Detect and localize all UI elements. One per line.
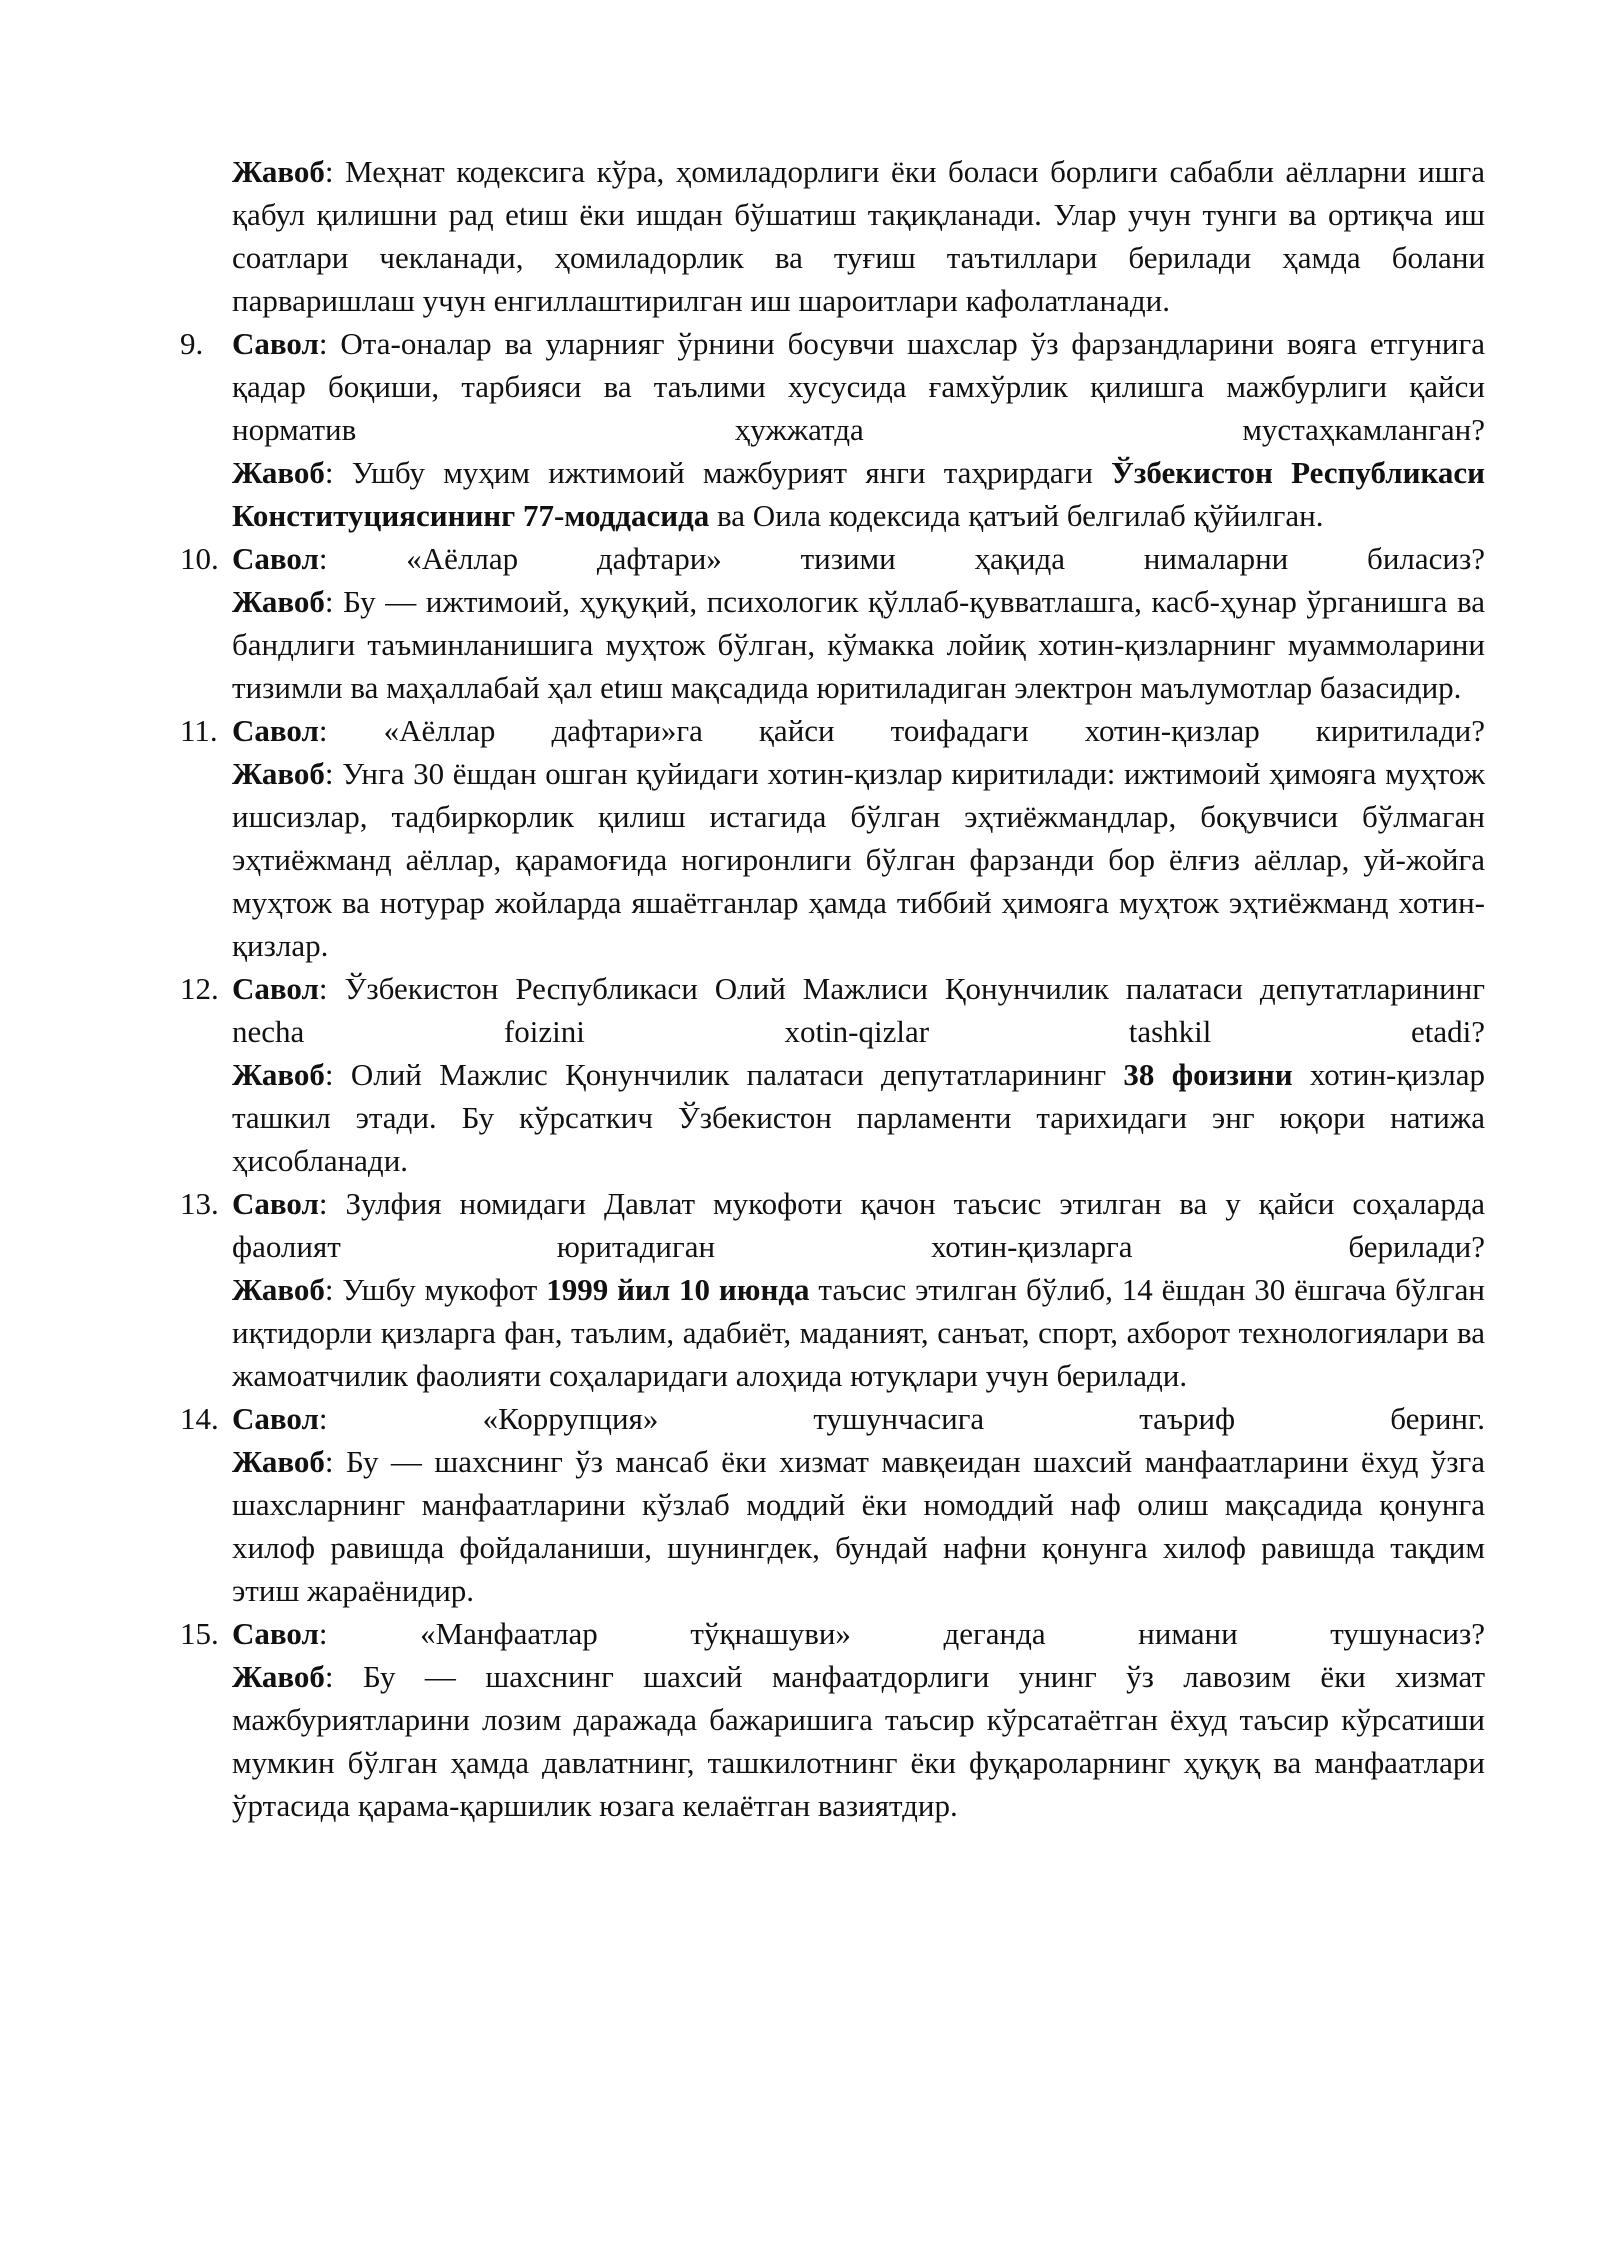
item-number: 11. [180,713,218,748]
qa-item-10 [180,537,1485,709]
question-label: Савол [232,1186,319,1221]
answer-body: : Бу — шахснинг ўз мансаб ёки хизмат мавқеидан шахсий манфаатларини ёхуд ўзга шахсларнинг манфаатларини кўзлаб моддий ёки номоддий наф олиш мақсадида қонунга хилоф равишда фойдаланиши, шунингдек, бундай нафни қонунга хилоф равишда тақдим этиш жараёнидир. [232,1444,1485,1608]
question-body: : Ота-оналар ва уларнияг ўрнини босувчи шахслар ўз фарзандларини вояга етгунига қадар боқиши, тарбияси ва таълими хусусида ғамхўрлик қилишга мажбурлиги қайси норматив ҳужжатда мустаҳкамланган? [232,326,1485,447]
answer-text [232,1268,1485,1397]
question-text [232,967,1485,1053]
item-number: 14. [180,1401,219,1436]
answer-body-end: хотин-қизлар ташкил этади. Бу кўрсаткич Ўзбекистон парламенти тарихидаги энг юқори натижа ҳисобланади. [232,1057,1485,1178]
answer-text [232,1053,1485,1182]
intro-answer [232,150,1485,322]
question-text [232,537,1485,580]
document-content [180,150,1485,1827]
answer-label: Жавоб [232,154,325,189]
answer-body-end: ва Оила кодексида қатъий белгилаб қўйилган. [709,498,1324,533]
answer-label: Жавоб [232,1659,325,1694]
answer-emphasis: 38 фоизини [1123,1057,1293,1092]
answer-emphasis: Ўзбекистон Республикаси Конституциясининг 77-моддасида [232,455,1485,533]
question-label: Савол [232,1616,319,1651]
answer-body-start: : Ушбу муҳим ижтимоий мажбурият янги таҳрирдаги [324,455,1112,490]
answer-label: Жавоб [232,455,325,490]
item-number: 15. [180,1616,219,1651]
question-text [232,1182,1485,1268]
answer-body-end: таъсис этилган бўлиб, 14 ёшдан 30 ёшгача бўлган иқтидорли қизларга фан, таълим, адабиёт, маданият, санъат, спорт, ахборот технологиялари ва жамоатчилик фаолияти соҳаларидаги алоҳида ютуқлари учун берилади. [232,1272,1485,1393]
qa-item-11 [180,709,1485,967]
answer-label: Жавоб [232,1272,325,1307]
qa-item-9 [180,322,1485,537]
answer-emphasis: 1999 йил 10 июнда [546,1272,810,1307]
question-body: : «Манфаатлар тўқнашуви» деганда нимани тушунасиз? [318,1616,1485,1651]
qa-item-12 [180,967,1485,1182]
answer-body-start: : Олий Мажлис Қонунчилик палатаси депутатларининг [324,1057,1124,1092]
question-text [232,1397,1485,1440]
qa-item-14 [180,1397,1485,1612]
question-body: : «Аёллар дафтари»га қайси тоифадаги хотин-қизлар киритилади? [318,713,1485,748]
qa-item-15 [180,1612,1485,1827]
answer-label: Жавоб [232,756,325,791]
answer-text [232,451,1485,537]
question-body: : Зулфия номидаги Давлат мукофоти қачон таъсис этилган ва у қайси соҳаларда фаолият юритадиган хотин-қизларга берилади? [232,1186,1485,1264]
answer-label: Жавоб [232,1057,325,1092]
question-label: Савол [232,971,319,1006]
answer-text [232,580,1485,709]
item-number: 10. [180,541,219,576]
qa-item-13 [180,1182,1485,1397]
question-text [232,709,1485,752]
item-number: 13. [180,1186,219,1221]
question-text [232,322,1485,451]
question-label: Савол [232,326,319,361]
answer-body: : Бу — ижтимоий, ҳуқуқий, психологик қўллаб-қувватлашга, касб-ҳунар ўрганишга ва бандлиги таъминланишига муҳтож бўлган, кўмакка лойиқ хотин-қизларнинг муаммоларини тизимли ва маҳаллабай ҳал etиш мақсадида юритиладиган электрон маълумотлар базасидир. [232,584,1485,705]
question-label: Савол [232,1401,319,1436]
answer-text [232,1655,1485,1827]
answer-text: : Меҳнат кодексига кўра, ҳомиладорлиги ёки боласи борлиги сабабли аёлларни ишга қабул қилишни рад etиш ёки ишдан бўшатиш тақиқланади. Улар учун тунги ва ортиқча иш соатлари чекланади, ҳомиладорлик ва туғиш таътиллари берилади ҳамда болани парваришлаш учун енгиллаштирилган иш шароитлари кафолатланади. [232,154,1485,318]
question-body: : Ўзбекистон Республикаси Олий Мажлиси Қонунчилик палатаси депутатларининг necha foizini xotin-qizlar tashkil etadi? [232,971,1485,1049]
question-label: Савол [232,541,319,576]
answer-body: : Унга 30 ёшдан ошган қуйидаги хотин-қизлар киритилади: ижтимоий ҳимояга муҳтож ишсизлар, тадбиркорлик қилиш истагида бўлган эҳтиёжмандлар, боқувчиси бўлмаган эҳтиёжманд аёллар, қарамоғида ногиронлиги бўлган фарзанди бор ёлғиз аёллар, уй-жойга муҳтож ва нотурар жойларда яшаётганлар ҳамда тиббий ҳимояга муҳтож эҳтиёжманд хотин-қизлар. [232,756,1485,963]
question-text [232,1612,1485,1655]
question-label: Савол [232,713,319,748]
answer-label: Жавоб [232,584,325,619]
answer-label: Жавоб [232,1444,325,1479]
answer-body-start: : Ушбу мукофот [324,1272,547,1307]
item-number: 12. [180,971,219,1006]
question-body: : «Коррупция» тушунчасига таъриф беринг. [318,1401,1485,1436]
item-number: 9. [180,326,204,361]
question-body: : «Аёллар дафтари» тизими ҳақида нималарни биласиз? [318,541,1485,576]
answer-body: : Бу — шахснинг шахсий манфаатдорлиги унинг ўз лавозим ёки хизмат мажбуриятларини лозим даражада бажаришига таъсир кўрсатаётган ёхуд таъсир кўрсатиши мумкин бўлган ҳамда давлатнинг, ташкилотнинг ёки фуқароларнинг ҳуқуқ ва манфаатлари ўртасида қарама-қаршилик юзага келаётган вазиятдир. [232,1659,1485,1823]
answer-text [232,752,1485,967]
answer-text [232,1440,1485,1612]
